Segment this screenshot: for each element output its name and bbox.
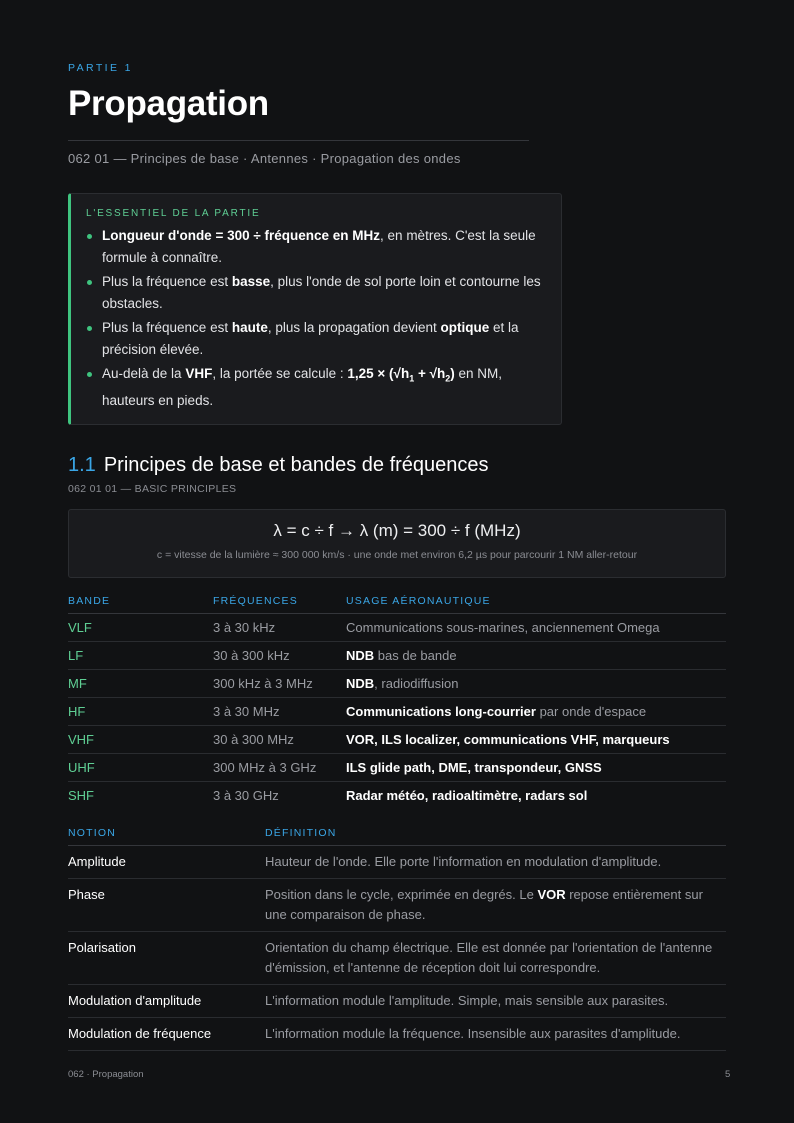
- band-usage: VOR, ILS localizer, communications VHF, marqueurs: [346, 726, 726, 754]
- formula-note: c = vitesse de la lumière ≈ 300 000 km/s · une onde met environ 6,2 µs pour parcourir 1 NM aller-retour: [156, 549, 638, 561]
- essentials-item: Plus la fréquence est haute, plus la propagation devient optique et la précision élevée.: [86, 317, 543, 360]
- footer-running-title: 062 · Propagation: [68, 1069, 144, 1080]
- band-name: VLF: [68, 614, 213, 642]
- band-frequency: 30 à 300 kHz: [213, 642, 346, 670]
- table-row: [68, 614, 726, 642]
- band-frequency: 3 à 30 GHz: [213, 788, 279, 803]
- section-number: 1.1: [68, 454, 96, 476]
- column-header: BANDE: [68, 595, 213, 614]
- band-usage: NDB bas de bande: [346, 642, 726, 670]
- formula-box: [68, 509, 726, 578]
- notion-definition: L'information module la fréquence. Insensible aux parasites d'amplitude.: [265, 1018, 726, 1051]
- band-frequency: 3 à 30 kHz: [213, 614, 346, 642]
- table-row: [68, 782, 726, 810]
- page-number: 5: [725, 1069, 731, 1080]
- table-row: [68, 642, 726, 670]
- notions-table: [68, 827, 726, 1051]
- column-header: DÉFINITION: [265, 827, 726, 846]
- band-usage: Communications long-courrier par onde d'espace: [346, 698, 726, 726]
- essentials-item: Longueur d'onde = 300 ÷ fréquence en MHz, en mètres. C'est la seule formule à connaître.: [86, 225, 543, 268]
- essentials-label: L'ESSENTIEL DE LA PARTIE: [86, 208, 261, 219]
- table-row: [68, 932, 726, 985]
- table-row: [68, 1018, 726, 1051]
- band-name: SHF: [68, 788, 94, 803]
- essentials-item: Au-delà de la VHF, la portée se calcule : $1,25 \times (√h_1 + √h_2)$ en NM, hauteurs en pieds.: [86, 363, 543, 412]
- band-name: LF: [68, 642, 213, 670]
- notion-definition: Orientation du champ électrique. Elle est donnée par l'orientation de l'antenne d'émission, et l'antenne de réception doit lui correspondre.: [265, 932, 726, 985]
- section-title: [68, 454, 489, 477]
- table-header-row: [68, 827, 726, 846]
- table-row: [68, 698, 726, 726]
- page-title: Propagation: [68, 84, 269, 123]
- band-frequency: 30 à 300 MHz: [213, 726, 346, 754]
- band-usage: Radar météo, radioaltimètre, radars sol: [346, 788, 588, 803]
- notion-name: Modulation de fréquence: [68, 1018, 265, 1051]
- notion-definition: Position dans le cycle, exprimée en degrés. Le VOR repose entièrement sur une comparaison de phase.: [265, 879, 726, 932]
- table-header-row: [68, 595, 726, 614]
- band-name: VHF: [68, 726, 213, 754]
- band-frequency: 300 MHz à 3 GHz: [213, 754, 346, 782]
- notion-definition: L'information module l'amplitude. Simple, mais sensible aux parasites.: [265, 985, 726, 1018]
- column-header: USAGE AÉRONAUTIQUE: [346, 595, 726, 614]
- band-name: MF: [68, 670, 213, 698]
- notion-name: Phase: [68, 879, 265, 932]
- notion-name: Modulation d'amplitude: [68, 985, 265, 1018]
- band-usage: Communications sous-marines, anciennement Omega: [346, 614, 726, 642]
- notion-definition: Hauteur de l'onde. Elle porte l'information en modulation d'amplitude.: [265, 846, 726, 879]
- essentials-item: Plus la fréquence est basse, plus l'onde de sol porte loin et contourne les obstacles.: [86, 271, 543, 314]
- notion-name: Amplitude: [68, 846, 265, 879]
- table-row: [68, 754, 726, 782]
- wavelength-formula: λ = c ÷ f → λ (m) = 300 ÷ f (MHz): [273, 521, 521, 540]
- frequency-bands-table: [68, 595, 726, 809]
- section-code: 062 01 01 — BASIC PRINCIPLES: [68, 483, 237, 495]
- band-usage: ILS glide path, DME, transpondeur, GNSS: [346, 754, 726, 782]
- table-row: [68, 846, 726, 879]
- section-title-text: Principes de base et bandes de fréquences: [103, 454, 489, 476]
- table-row: [68, 879, 726, 932]
- band-usage: NDB, radiodiffusion: [346, 670, 726, 698]
- notion-name: Polarisation: [68, 932, 265, 985]
- column-header: FRÉQUENCES: [213, 595, 346, 614]
- column-header: NOTION: [68, 827, 265, 846]
- band-name: HF: [68, 698, 213, 726]
- essentials-list: [86, 225, 543, 412]
- band-frequency: 300 kHz à 3 MHz: [213, 670, 346, 698]
- part-label: PARTIE 1: [68, 62, 133, 74]
- table-row: [68, 726, 726, 754]
- table-row: [68, 670, 726, 698]
- title-divider: [68, 140, 529, 141]
- band-name: UHF: [68, 754, 213, 782]
- band-frequency: 3 à 30 MHz: [213, 698, 346, 726]
- essentials-callout: [68, 193, 562, 425]
- page-subtitle: 062 01 — Principes de base · Antennes · Propagation des ondes: [68, 151, 461, 166]
- table-row: [68, 985, 726, 1018]
